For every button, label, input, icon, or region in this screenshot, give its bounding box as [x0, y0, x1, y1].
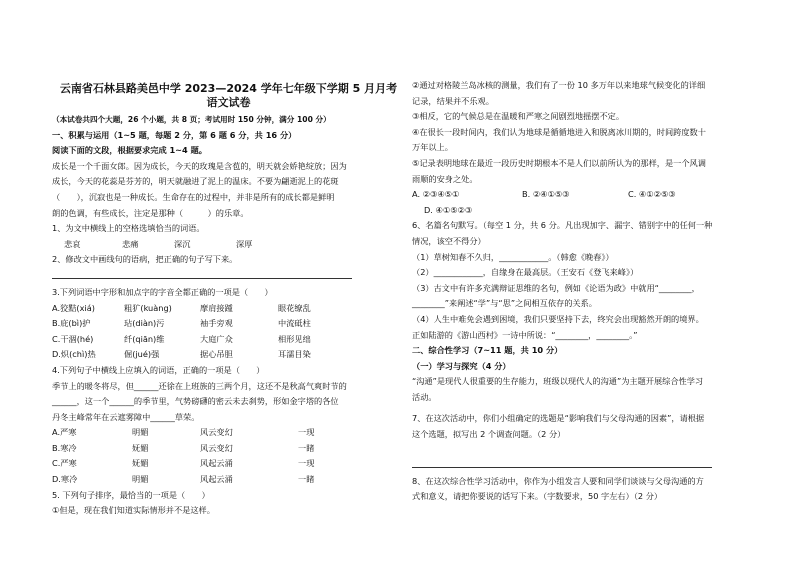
q6-item: （4）人生中难免会遇到困境，我们只要坚持下去，终究会出现豁然开朗的境界。 [412, 313, 704, 324]
q4-option-cell: 一睹 [298, 474, 315, 485]
question-3: 3.下列词语中字形和加点字的字音全都正确的一项是（ ） [52, 286, 273, 297]
q3-option-cell: 相形见绌 [278, 333, 311, 344]
q4-option-cell: 一现 [298, 458, 315, 469]
q3-option-cell: 摩肩接踵 [200, 302, 233, 313]
q3-option-cell: 据心吊胆 [200, 349, 233, 360]
q6-item: ________”来阐述“学”与“思”之间相互依存的关系。 [412, 298, 597, 309]
q4-option-row [52, 472, 405, 488]
q5-option-a: A. ②③④⑤① [412, 189, 460, 200]
q4-text-line: 季节上的暖冬将尽，但______还徐在上班族的三两个月，这还不是秋高气爽时节的 [52, 380, 347, 391]
q4-text-line: ______，这一个______的季节里，气势磅礴的密云未去刹势，形如金字塔的各位 [52, 396, 339, 407]
q1-word: 悲痛 [122, 238, 139, 249]
question-6-cont: 情况，该空不得分） [412, 235, 486, 246]
q6-item: （2）____________，自缘身在最高层。（王安石《登飞来峰》） [412, 267, 639, 278]
exam-title-line1: 云南省石林县路美邑中学 2023—2024 学年七年级下学期 5 月月考 [59, 82, 398, 95]
question-2: 2、修改文中画线句的语病，把正确的句子写下来。 [52, 254, 238, 265]
q1-word: 悲哀 [64, 238, 81, 249]
question-1: 1、为文中横线上的空格选填恰当的词语。 [52, 223, 205, 234]
question-4: 4.下列句子中横线上应填入的词语，正确的一项是（ ） [52, 364, 265, 375]
q4-option-cell: 明媚 [132, 474, 149, 485]
q3-option-cell: 眼花缭乱 [278, 302, 311, 313]
q3-option-a: A.狡黠(xiá) [52, 302, 95, 313]
q4-option-cell: 一现 [298, 427, 315, 438]
q3-option-c: C.干涸(hé) [52, 333, 94, 344]
q5-item: 记录，结果并不乐观。 [412, 95, 494, 106]
q5-option-c: C. ④①②⑤③ [628, 189, 676, 200]
q3-option-cell: 倔(jué)强 [124, 349, 160, 360]
exam-info: （本试卷共四个大题，26 个小题，共 8 页；考试用时 150 分钟，满分 100 分） [52, 115, 331, 124]
answer-line[interactable] [412, 453, 712, 468]
q4-option-cell: 风起云涌 [200, 474, 233, 485]
q4-option-cell: 妩媚 [132, 442, 149, 453]
q4-option-cell: 风云变幻 [200, 427, 233, 438]
q3-option-cell: 中流砥柱 [278, 318, 311, 329]
q6-item: （3）古文中有许多充满辩证思维的名句，例如《论语为政》中就用“________， [412, 282, 700, 293]
q5-item: ⑤记录表明地球在最近一段历史时期根本不是人们以前所认为的那样，是一个风调 [412, 157, 706, 168]
q5-item: 雨顺的安身之处。 [412, 173, 478, 184]
q6-item: 正如陆游的《游山西村》一诗中所说：“________，________。” [412, 329, 638, 340]
question-5: 5. 下列句子排序，最恰当的一项是（ ） [52, 489, 210, 500]
q3-option-cell: 粗犷(kuàng) [124, 302, 172, 313]
q3-option-row [52, 301, 405, 317]
answer-line[interactable] [52, 268, 352, 279]
q5-option-row [412, 187, 752, 203]
passage-line: 成长是一个千面女郎。因为成长，今天的玫瑰是含苞的，明天就会娇艳绽放；因为 [52, 160, 347, 171]
q1-word: 深沉 [174, 238, 191, 249]
question-6: 6、名篇名句默写。（每空 1 分，共 6 分。凡出现加字、漏字、错别字中的任何一种 [412, 220, 713, 231]
q4-text-line: 丹冬主峰常年在云遮雾障中______草荣。 [52, 411, 200, 422]
q5-option-b: B. ②④①⑤③ [522, 189, 570, 200]
passage-line: 成长，今天的花蕊是芬芳的，明天就融进了泥上的温床。不要为翩逝泥上的花斑 [52, 176, 339, 187]
q3-option-cell: 玷(diàn)污 [124, 318, 165, 329]
q1-word: 深厚 [236, 238, 253, 249]
q1-word-list [52, 237, 405, 253]
section1-heading: 一、积累与运用（1~5 题，每题 2 分，第 6 题 6 分，共 16 分） [52, 129, 297, 140]
passage-line: 朗的色调，有些成长，注定是那种（ ）的乐章。 [52, 207, 249, 218]
q4-option-row [52, 456, 405, 472]
section2-heading: 二、综合性学习（7~11 题，共 10 分） [412, 345, 563, 356]
q6-item: （1）草树知春不久归，____________。（韩愈《晚春》） [412, 251, 614, 262]
q5-item: ③相反，它的气候总是在温暖和严寒之间剧烈地摇摆不定。 [412, 111, 625, 122]
question-8: 8、在这次综合性学习活动中，你作为小组发言人要和同学们谈谈与父母沟通的方 [412, 475, 704, 486]
q5-item: ④在很长一段时间内，我们认为地球是循循地进入和脱离冰川期的，时间跨度数十 [412, 126, 706, 137]
q4-option-cell: 风云变幻 [200, 442, 233, 453]
q3-option-row [52, 347, 405, 363]
q4-option-cell: 一睹 [298, 442, 315, 453]
q3-option-row [52, 316, 405, 332]
q3-option-b: B.庇(bì)护 [52, 318, 91, 329]
passage [52, 159, 405, 221]
q4-option-b: B.寒冷 [52, 442, 77, 453]
q5-item: ②通过对格陵兰岛冰核的测量，我们有了一份 10 多万年以来地球气候变化的详细 [412, 80, 706, 90]
question-7-cont: 这个选题，拟写出 2 个调查问题。（2 分） [412, 429, 566, 440]
subsection-1-heading: （一）学习与探究（4 分） [412, 360, 511, 371]
passage-line: （ ），沉寂也是一种成长。生命存在的过程中，并非是所有的成长都是鲜明 [52, 191, 335, 202]
q5-item: ①但是，现在我们知道实际情形并不是这样。 [52, 505, 215, 516]
exam-title-line2: 语文试卷 [206, 96, 251, 109]
q4-option-cell: 风起云涌 [200, 458, 233, 469]
q4-option-row [52, 425, 405, 441]
q3-option-d: D.炽(chì)热 [52, 349, 96, 360]
q3-option-cell: 纤(qiān)维 [124, 333, 165, 344]
q3-option-cell: 大庭广众 [200, 333, 233, 344]
q4-option-cell: 妩媚 [132, 458, 149, 469]
left-column [52, 0, 405, 519]
q4-option-row [52, 441, 405, 457]
q4-option-a: A.严寒 [52, 427, 77, 438]
q5-item: 万年以上。 [412, 142, 453, 153]
question-7: 7、在这次活动中，你们小组确定的选题是“影响我们与父母沟通的因素”，请根据 [412, 413, 705, 424]
subsection-1-text: 活动。 [412, 391, 437, 402]
q5-option-d: D. ④①⑤②③ [424, 204, 473, 215]
subsection-1-text: “沟通”是现代人很重要的生存能力，班级以现代人的沟通”为主题开展综合性学习 [412, 376, 704, 387]
section1-instruction: 阅读下面的文段，根据要求完成 1~4 题。 [52, 145, 207, 156]
right-column [412, 0, 752, 505]
q3-option-row [52, 332, 405, 348]
q4-option-c: C.严寒 [52, 458, 77, 469]
q3-option-cell: 耳濡目染 [278, 349, 311, 360]
q3-option-cell: 袖手旁观 [200, 318, 233, 329]
question-8-cont: 式和意义，请把你要说的话写下来。（字数要求，50 字左右）（2 分） [412, 491, 663, 502]
q5-items [412, 78, 752, 187]
q4-option-cell: 明媚 [132, 427, 149, 438]
q4-option-d: D.寒冷 [52, 474, 78, 485]
